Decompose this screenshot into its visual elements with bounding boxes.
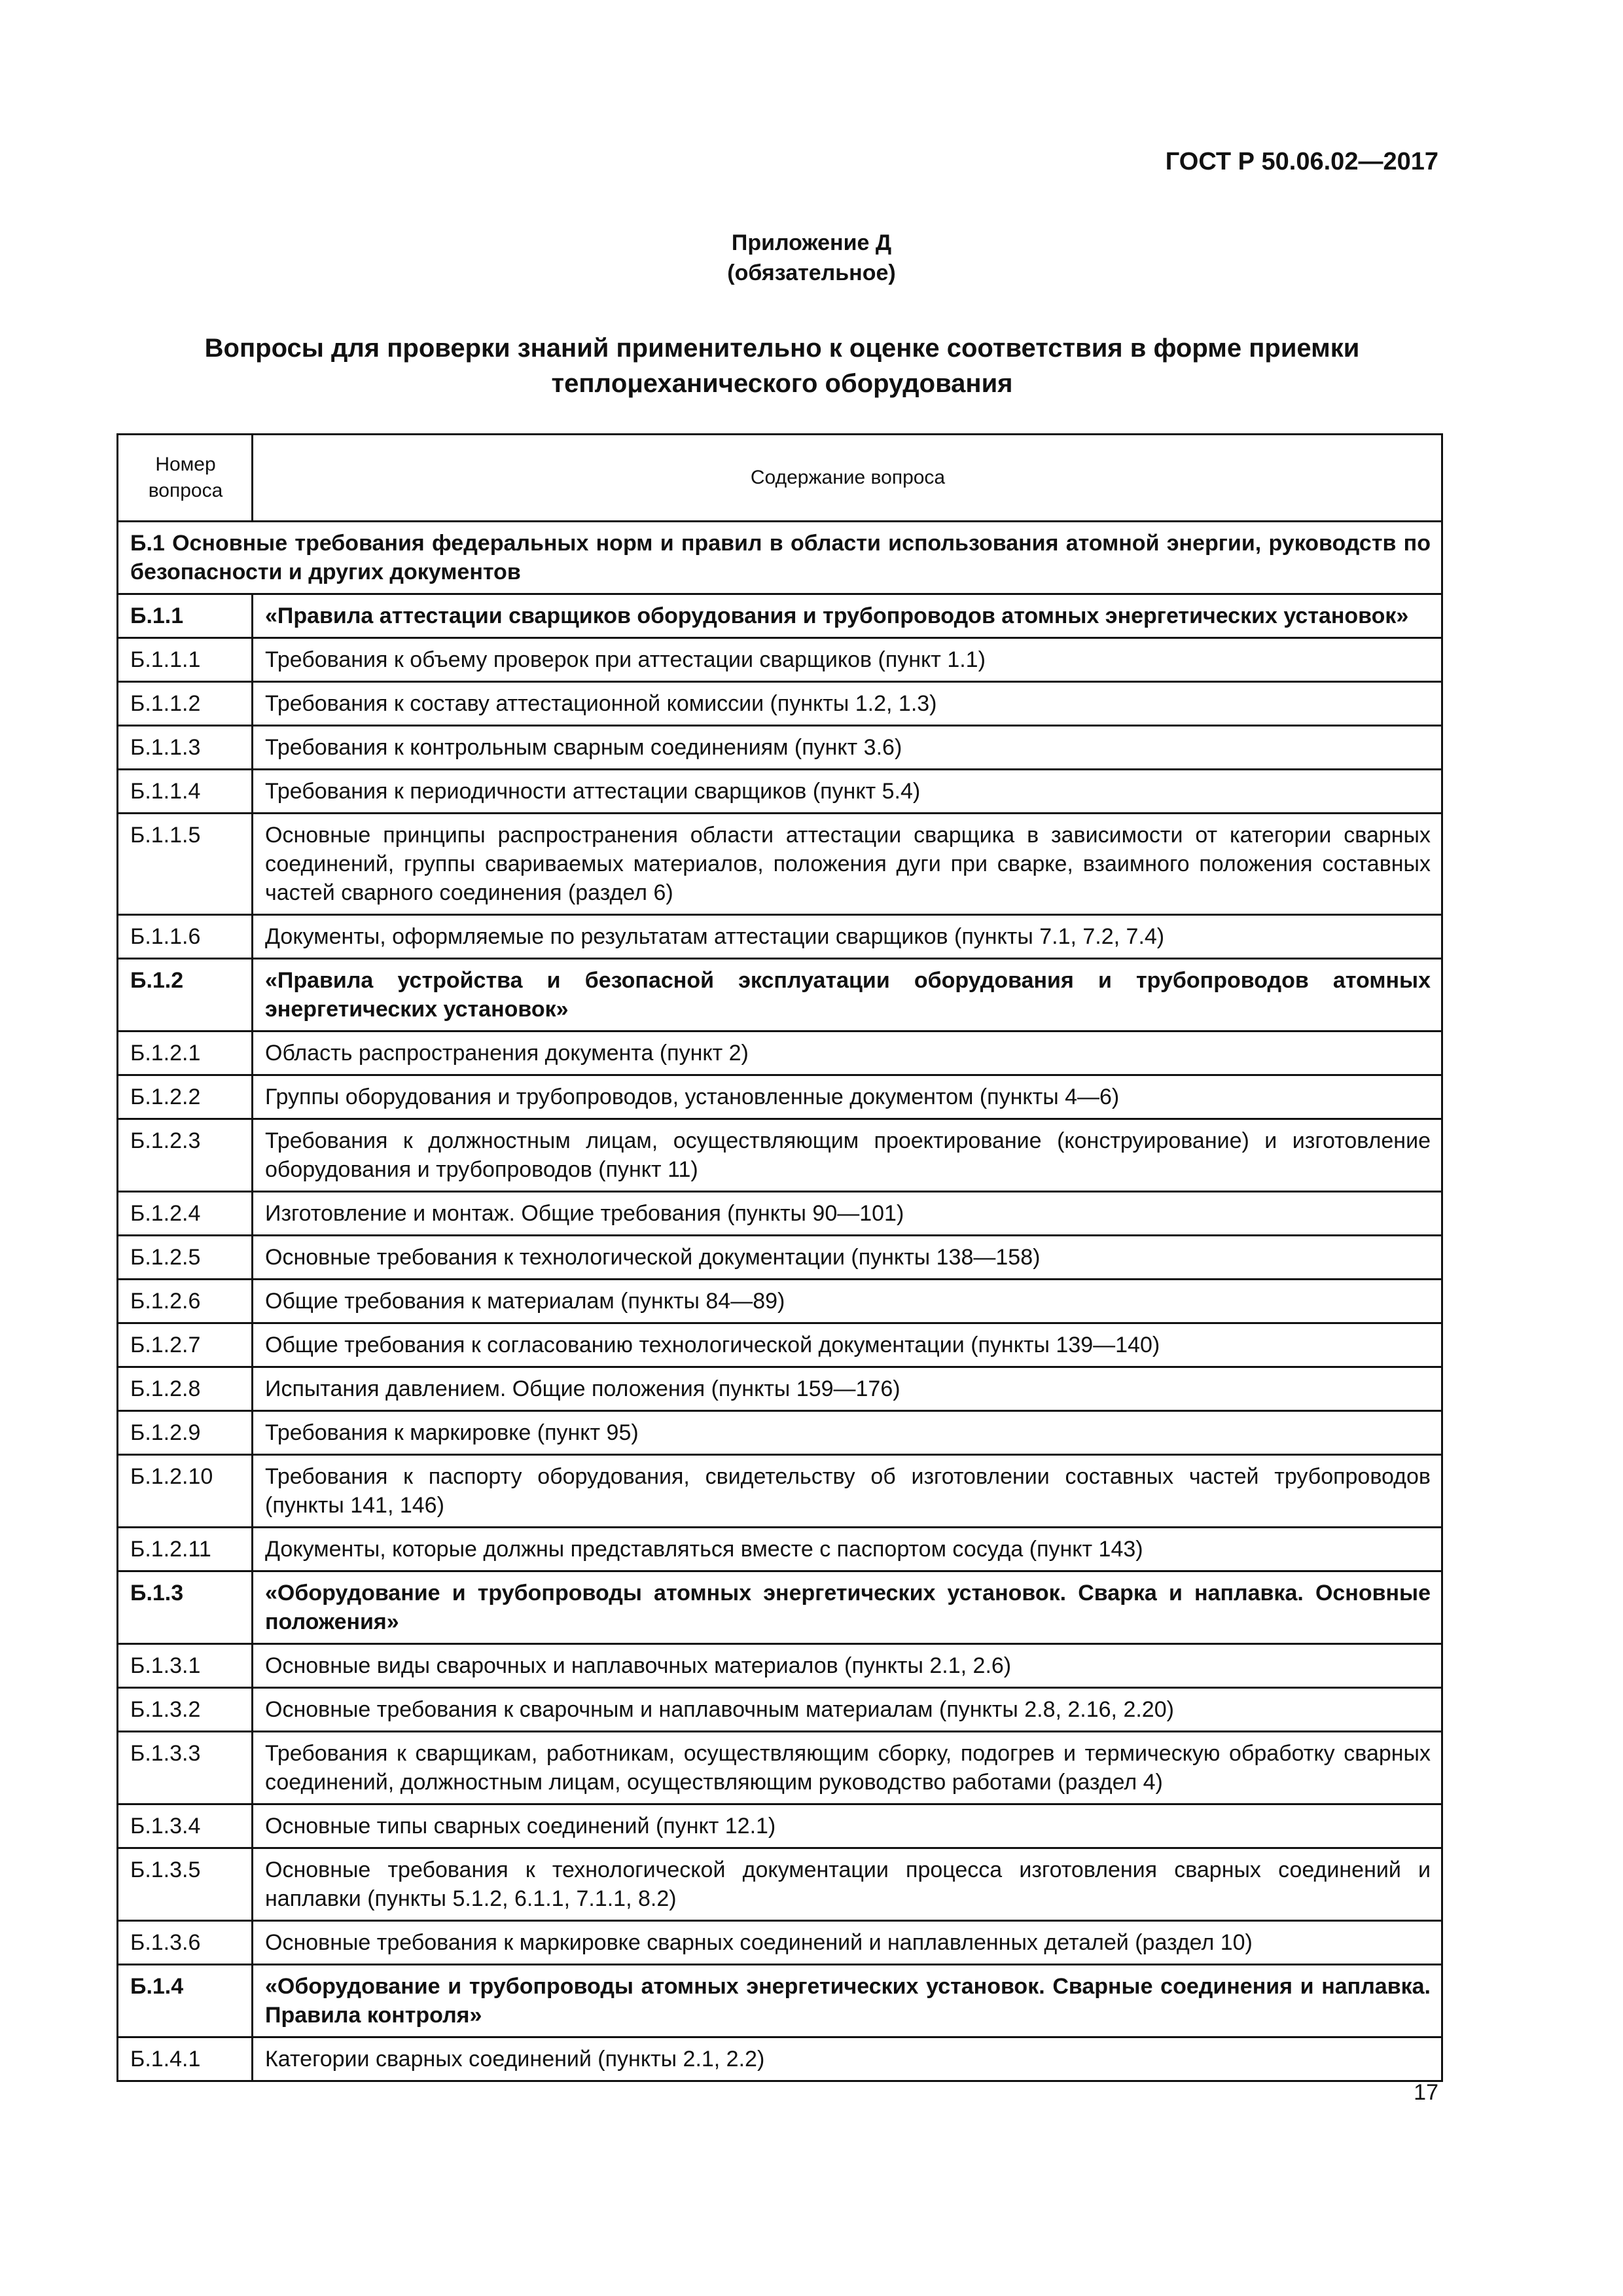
table-row (118, 1323, 1442, 1367)
table-row (118, 1280, 1442, 1323)
table-header-row (118, 435, 1442, 522)
column-header-number: Номер вопроса (118, 435, 253, 522)
table-row (118, 1848, 1442, 1921)
table-row (118, 1411, 1442, 1455)
question-number: Б.1.1 (118, 594, 253, 638)
question-text: Область распространения документа (пункт 2) (253, 1031, 1442, 1075)
question-text: Основные виды сварочных и наплавочных материалов (пункты 2.1, 2.6) (253, 1644, 1442, 1688)
question-number: Б.1.2.3 (118, 1119, 253, 1192)
question-number: Б.1.4 (118, 1965, 253, 2037)
section-row (118, 522, 1442, 594)
question-number: Б.1.2.1 (118, 1031, 253, 1075)
table-row (118, 1236, 1442, 1280)
subsection-row (118, 1571, 1442, 1644)
question-text: Требования к составу аттестационной комиссии (пункты 1.2, 1.3) (253, 682, 1442, 726)
table-row (118, 1455, 1442, 1528)
table-row (118, 1804, 1442, 1848)
question-number: Б.1.3.5 (118, 1848, 253, 1921)
question-number: Б.1.1.2 (118, 682, 253, 726)
question-number: Б.1.2.7 (118, 1323, 253, 1367)
question-text: «Правила аттестации сварщиков оборудования и трубопроводов атомных энергетических установок» (253, 594, 1442, 638)
question-text: Документы, которые должны представляться вместе с паспортом сосуда (пункт 143) (253, 1528, 1442, 1571)
question-number: Б.1.2 (118, 959, 253, 1031)
table-row (118, 814, 1442, 915)
table-row (118, 638, 1442, 682)
question-text: Требования к маркировке (пункт 95) (253, 1411, 1442, 1455)
table-row (118, 1367, 1442, 1411)
subsection-row (118, 594, 1442, 638)
question-number: Б.1.2.8 (118, 1367, 253, 1411)
question-text: Требования к сварщикам, работникам, осуществляющим сборку, подогрев и термическую обработку сварных соединений, должностным лицам, осуществляющим руководство работами (раздел 4) (253, 1732, 1442, 1804)
question-number: Б.1.2.2 (118, 1075, 253, 1119)
question-text: Основные требования к сварочным и наплавочным материалам (пункты 2.8, 2.16, 2.20) (253, 1688, 1442, 1732)
column-header-content: Содержание вопроса (253, 435, 1442, 522)
table-row (118, 1528, 1442, 1571)
question-text: «Оборудование и трубопроводы атомных энергетических установок. Сварные соединения и наплавка. Правила контроля» (253, 1965, 1442, 2037)
table-row (118, 682, 1442, 726)
question-number: Б.1.2.9 (118, 1411, 253, 1455)
question-text: Общие требования к согласованию технологической документации (пункты 139—140) (253, 1323, 1442, 1367)
question-number: Б.1.1.1 (118, 638, 253, 682)
table-row (118, 1644, 1442, 1688)
question-text: Общие требования к материалам (пункты 84—89) (253, 1280, 1442, 1323)
question-text: Испытания давлением. Общие положения (пункты 159—176) (253, 1367, 1442, 1411)
appendix-name: Приложение Д (731, 230, 892, 255)
table-row (118, 2037, 1442, 2081)
document-code: ГОСТ Р 50.06.02—2017 (1165, 148, 1438, 175)
question-number: Б.1.1.6 (118, 915, 253, 959)
subsection-row (118, 959, 1442, 1031)
question-text: Основные принципы распространения области аттестации сварщика в зависимости от категории сварных соединений, группы свариваемых материалов, положения дуги при сварке, взаимного положения составных частей сварного соединения (раздел 6) (253, 814, 1442, 915)
questions-table (116, 433, 1443, 2082)
table-row (118, 1688, 1442, 1732)
question-number: Б.1.1.3 (118, 726, 253, 770)
question-number: Б.1.2.10 (118, 1455, 253, 1528)
subsection-row (118, 1965, 1442, 2037)
table-row (118, 1119, 1442, 1192)
table-row (118, 915, 1442, 959)
question-number: Б.1.2.5 (118, 1236, 253, 1280)
question-text: Основные требования к технологической документации процесса изготовления сварных соединений и наплавки (пункты 5.1.2, 6.1.1, 7.1.1, 8.2) (253, 1848, 1442, 1921)
page-number: 17 (1414, 2080, 1438, 2105)
appendix-status: (обязательное) (727, 260, 896, 285)
question-number: Б.1.3.6 (118, 1921, 253, 1965)
question-text: Изготовление и монтаж. Общие требования (пункты 90—101) (253, 1192, 1442, 1236)
question-text: Основные требования к маркировке сварных соединений и наплавленных деталей (раздел 10) (253, 1921, 1442, 1965)
question-number: Б.1.1.5 (118, 814, 253, 915)
table-row (118, 1192, 1442, 1236)
page-title: Вопросы для проверки знаний применительно к оценке соответствия в форме приемки теплομеханического оборудования (204, 334, 1360, 398)
question-text: Требования к периодичности аттестации сварщиков (пункт 5.4) (253, 770, 1442, 814)
question-number: Б.1.4.1 (118, 2037, 253, 2081)
question-text: Основные требования к технологической документации (пункты 138—158) (253, 1236, 1442, 1280)
table-row (118, 770, 1442, 814)
question-text: Документы, оформляемые по результатам аттестации сварщиков (пункты 7.1, 7.2, 7.4) (253, 915, 1442, 959)
question-text: Требования к контрольным сварным соединениям (пункт 3.6) (253, 726, 1442, 770)
question-number: Б.1.3 (118, 1571, 253, 1644)
appendix-heading (0, 228, 1623, 288)
question-text: Требования к объему проверок при аттестации сварщиков (пункт 1.1) (253, 638, 1442, 682)
question-text: Категории сварных соединений (пункты 2.1, 2.2) (253, 2037, 1442, 2081)
question-number: Б.1.2.4 (118, 1192, 253, 1236)
question-number: Б.1.3.3 (118, 1732, 253, 1804)
table-row (118, 1921, 1442, 1965)
question-text: Основные типы сварных соединений (пункт 12.1) (253, 1804, 1442, 1848)
question-text: Требования к должностным лицам, осуществляющим проектирование (конструирование) и изготовление оборудования и трубопроводов (пункт 11) (253, 1119, 1442, 1192)
section-title: Б.1 Основные требования федеральных норм и правил в области использования атомной энергии, руководств по безопасности и других документов (118, 522, 1442, 594)
table-row (118, 1732, 1442, 1804)
question-text: Группы оборудования и трубопроводов, установленные документом (пункты 4—6) (253, 1075, 1442, 1119)
question-text: Требования к паспорту оборудования, свидетельству об изготовлении составных частей трубопроводов (пункты 141, 146) (253, 1455, 1442, 1528)
question-number: Б.1.3.2 (118, 1688, 253, 1732)
table-row (118, 1031, 1442, 1075)
table-row (118, 1075, 1442, 1119)
question-number: Б.1.2.6 (118, 1280, 253, 1323)
question-number: Б.1.2.11 (118, 1528, 253, 1571)
question-number: Б.1.1.4 (118, 770, 253, 814)
question-text: «Оборудование и трубопроводы атомных энергетических установок. Сварка и наплавка. Основные положения» (253, 1571, 1442, 1644)
question-number: Б.1.3.4 (118, 1804, 253, 1848)
question-number: Б.1.3.1 (118, 1644, 253, 1688)
table-row (118, 726, 1442, 770)
question-text: «Правила устройства и безопасной эксплуатации оборудования и трубопроводов атомных энергетических установок» (253, 959, 1442, 1031)
